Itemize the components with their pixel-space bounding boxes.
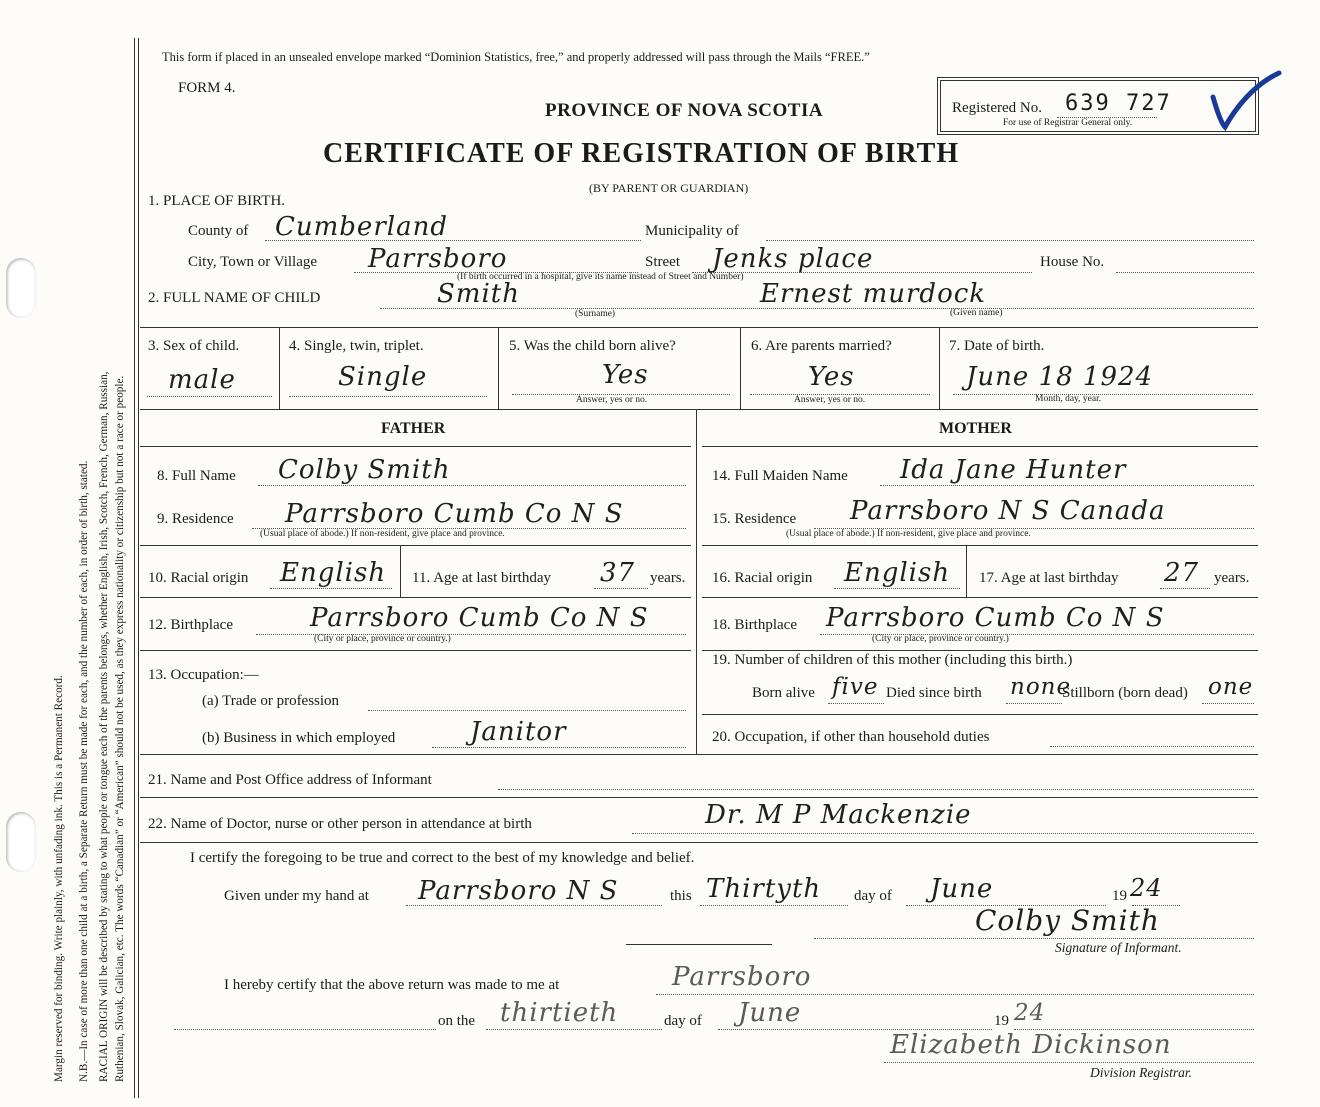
- certify-statement: I certify the foregoing to be true and correct to the best of my knowledge and belief.: [190, 850, 695, 866]
- mother-residence-caption: (Usual place of abode.) If non-resident, give place and province.: [786, 529, 1031, 539]
- father-age-unit: years.: [650, 570, 686, 586]
- registered-label: Registered No.: [952, 100, 1042, 116]
- business-value: Janitor: [470, 717, 567, 747]
- province-heading: PROVINCE OF NOVA SCOTIA: [545, 100, 824, 121]
- place-of-birth-heading: 1. PLACE OF BIRTH.: [148, 193, 286, 209]
- mother-age-unit: years.: [1214, 570, 1250, 586]
- mother-age-value: 27: [1164, 558, 1200, 588]
- registrar-place-value: Parrsboro: [672, 962, 812, 992]
- certify-month-value: June: [930, 874, 994, 904]
- certify-year-prefix: 19: [1112, 888, 1127, 904]
- mother-birthplace-label: 18. Birthplace: [712, 617, 797, 633]
- mother-racial-label: 16. Racial origin: [712, 570, 813, 586]
- mother-racial-value: English: [844, 558, 951, 588]
- died-since-birth-count: none: [1010, 674, 1072, 700]
- certify-day-value: Thirtyth: [706, 874, 822, 904]
- stillborn-label: Stillborn (born dead): [1062, 685, 1188, 701]
- registrar-year-prefix: 19: [994, 1013, 1009, 1029]
- county-value: Cumberland: [275, 212, 448, 242]
- father-age-value: 37: [600, 558, 636, 588]
- given-under-hand-label: Given under my hand at: [224, 888, 369, 904]
- doctor-label: 22. Name of Doctor, nurse or other person in attendance at birth: [148, 816, 532, 832]
- mother-occupation-label: 20. Occupation, if other than household duties: [712, 729, 990, 745]
- died-since-birth-label: Died since birth: [886, 685, 982, 701]
- punch-hole-top: [6, 258, 36, 318]
- born-alive-question: 5. Was the child born alive?: [509, 338, 676, 354]
- birth-date-value: June 18 1924: [966, 362, 1154, 392]
- plurality-label: 4. Single, twin, triplet.: [289, 338, 424, 354]
- street-label: Street: [645, 254, 680, 270]
- registered-box: [940, 80, 1256, 132]
- child-name-label: 2. FULL NAME OF CHILD: [148, 290, 321, 306]
- father-birthplace-value: Parrsboro Cumb Co N S: [310, 603, 649, 633]
- mother-name-label: 14. Full Maiden Name: [712, 468, 848, 484]
- registrar-statement: I hereby certify that the above return was made to me at: [224, 977, 560, 993]
- sidenote-racial-origin: RACIAL ORIGIN will be described by stating to what people or tongue each of the parents belongs, whether English, Irish, Scotch, French, German, Russian,: [98, 371, 110, 1082]
- father-heading: FATHER: [381, 420, 446, 437]
- certify-day-of-label: day of: [854, 888, 892, 904]
- rule: [140, 327, 1258, 328]
- born-alive-answer: Yes: [602, 360, 649, 390]
- mother-birthplace-caption: (City or place, province or country.): [872, 634, 1009, 644]
- free-mail-notice: This form if placed in an unsealed envelope marked “Dominion Statistics, free,” and properly addressed will pass through the Mails “FREE.”: [162, 50, 870, 64]
- registrar-signature-caption: Division Registrar.: [1090, 1065, 1193, 1080]
- binding-margin-line-inner: [138, 38, 139, 1098]
- registrar-month-value: June: [738, 998, 802, 1028]
- parents-married-answer: Yes: [808, 362, 855, 392]
- certificate-title: CERTIFICATE OF REGISTRATION OF BIRTH: [323, 138, 960, 169]
- registered-number: 639 727: [1065, 91, 1172, 116]
- born-alive-count-label: Born alive: [752, 685, 815, 701]
- father-age-label: 11. Age at last birthday: [412, 570, 551, 586]
- certify-year-value: 24: [1130, 874, 1163, 902]
- trade-label: (a) Trade or profession: [202, 693, 340, 709]
- mother-residence-label: 15. Residence: [712, 511, 797, 527]
- father-birthplace-caption: (City or place, province or country.): [314, 634, 451, 644]
- born-alive-count: five: [832, 674, 879, 700]
- sex-value: male: [168, 365, 236, 395]
- father-name-label: 8. Full Name: [157, 468, 236, 484]
- birth-date-label: 7. Date of birth.: [949, 338, 1045, 354]
- hospital-note: (If birth occurred in a hospital, give its name instead of Street and Number): [457, 272, 744, 282]
- father-residence-caption: (Usual place of abode.) If non-resident, give place and province.: [260, 529, 505, 539]
- informant-label: 21. Name and Post Office address of Informant: [148, 772, 432, 788]
- registrar-day-value: thirtieth: [500, 998, 619, 1028]
- children-count-label: 19. Number of children of this mother (including this birth.): [712, 652, 1073, 668]
- registrar-signature: Elizabeth Dickinson: [890, 1030, 1172, 1060]
- county-label: County of: [188, 223, 249, 239]
- check-mark-icon: [1209, 69, 1283, 131]
- registrar-year-value: 24: [1014, 1000, 1046, 1026]
- mother-name-value: Ida Jane Hunter: [900, 455, 1127, 485]
- sidenote-racial-origin-2: Ruthenian, Slovak, Galician, etc. The words “Canadian” or “American” should not be used, as they express nationality or citizenship but not a race or people.: [114, 375, 126, 1082]
- plurality-value: Single: [338, 362, 428, 392]
- father-occupation-label: 13. Occupation:—: [148, 667, 259, 683]
- sidenote-binding: Margin reserved for binding. Write plainly, with unfading ink. This is a Permanent Record.: [53, 675, 65, 1082]
- birth-date-caption: Month, day, year.: [1035, 394, 1102, 404]
- parents-married-caption: Answer, yes or no.: [794, 395, 866, 405]
- father-name-value: Colby Smith: [278, 455, 451, 485]
- punch-hole-bottom: [6, 812, 36, 872]
- certificate-subtitle: (BY PARENT OR GUARDIAN): [589, 181, 749, 195]
- stillborn-count: one: [1208, 674, 1254, 700]
- street-value: Jenks place: [712, 244, 874, 274]
- father-racial-value: English: [280, 558, 387, 588]
- parents-married-question: 6. Are parents married?: [751, 338, 892, 354]
- house-number-label: House No.: [1040, 254, 1105, 270]
- father-birthplace-label: 12. Birthplace: [148, 617, 233, 633]
- mother-residence-value: Parrsboro N S Canada: [850, 496, 1166, 526]
- municipality-label: Municipality of: [645, 223, 739, 239]
- sex-label: 3. Sex of child.: [148, 338, 240, 354]
- this-label: this: [670, 888, 692, 904]
- mother-birthplace-value: Parrsboro Cumb Co N S: [826, 603, 1165, 633]
- city-label: City, Town or Village: [188, 254, 318, 270]
- registrar-day-of-label: day of: [664, 1013, 702, 1029]
- city-value: Parrsboro: [368, 244, 508, 274]
- business-label: (b) Business in which employed: [202, 730, 396, 746]
- binding-margin-line: [134, 38, 135, 1098]
- given-place-value: Parrsboro N S: [418, 876, 619, 906]
- on-the-label: on the: [438, 1013, 476, 1029]
- father-residence-value: Parrsboro Cumb Co N S: [285, 499, 624, 529]
- born-alive-caption: Answer, yes or no.: [576, 395, 648, 405]
- informant-signature: Colby Smith: [975, 904, 1160, 937]
- registrar-use-note: For use of Registrar General only.: [1003, 118, 1133, 128]
- mother-age-label: 17. Age at last birthday: [979, 570, 1119, 586]
- child-surname: Smith: [437, 279, 520, 309]
- form-number: FORM 4.: [178, 80, 236, 96]
- father-residence-label: 9. Residence: [157, 511, 234, 527]
- father-racial-label: 10. Racial origin: [148, 570, 249, 586]
- surname-caption: (Surname): [575, 309, 616, 319]
- mother-heading: MOTHER: [939, 420, 1012, 437]
- sidenote-multiple-births: N.B.—In case of more than one child at a birth, a Separate Return must be made for each, and the number of each, in order of birth, stated.: [78, 460, 90, 1082]
- given-name-caption: (Given name): [950, 308, 1003, 318]
- informant-signature-caption: Signature of Informant.: [1055, 940, 1182, 955]
- doctor-value: Dr. M P Mackenzie: [705, 800, 972, 830]
- child-given-name: Ernest murdock: [760, 279, 987, 309]
